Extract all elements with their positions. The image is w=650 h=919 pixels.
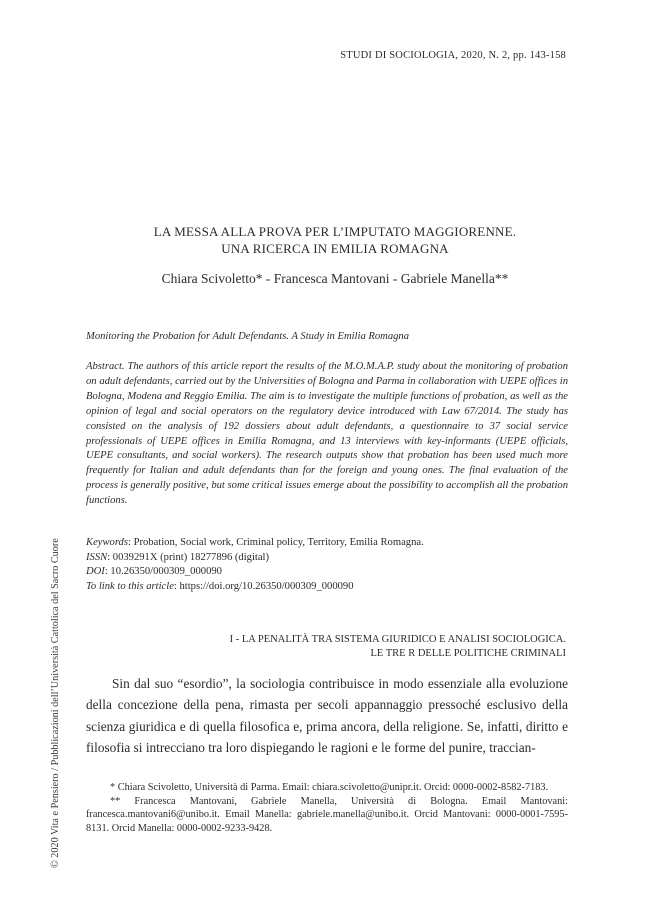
footnote-2: ** Francesca Mantovani, Gabriele Manella, Università di Bologna. Email Mantovani: francesca.mantovani6@unibo.it. Email Manella: gabriele.manella@unibo.it. Orcid Mantovani: 0000-0001-7595-8131. Orcid Manella: 0000-0002-9233-9428. (86, 795, 568, 834)
article-title-line-2: UNA RICERCA IN EMILIA ROMAGNA (221, 241, 449, 256)
copyright-notice: © 2020 Vita e Pensiero / Pubblicazioni dell’Università Cattolica del Sacro Cuore (50, 538, 61, 868)
footnote-1: * Chiara Scivoletto, Università di Parma. Email: chiara.scivoletto@unipr.it. Orcid: 0000-0002-8582-7183. (110, 782, 549, 793)
keywords-line (86, 536, 568, 551)
section-heading-line-2: LE TRE R DELLE POLITICHE CRIMINALI (370, 647, 566, 659)
body-paragraph: Sin dal suo “esordio”, la sociologia contribuisce in modo essenziale alla evoluzione della concezione della pena, rimasta per secoli appannaggio pressoché esclusivo della scienza giuridica e di quella filosofica e, prima ancora, della religione. Se, infatti, diritto e filosofia si intrecciano tra loro dispiegando le ragioni e le forme del punire, traccian- (86, 676, 568, 755)
abstract: Abstract. The authors of this article report the results of the M.O.M.A.P. study about the monitoring of probation on adult defendants, carried out by the Universities of Bologna and Parma in collaboration with UEPE offices in Bologna, Modena and Reggio Emilia. The aim is to investigate the multiple functions of probation, as well as the opinion of legal and social operators on the regulatory device introduced with Law 67/2014. The study has consisted on the analysis of 192 dossiers about adult defendants, a questionnaire to 37 social service professionals of UEPE offices in Emilia Romagna, and 13 interviews with key-informants (UEPE officials, UEPE consultants, and social workers). The research outputs show that probation has been used much more frequently for Italian and adult defendants than for the foreign and young ones. The final evaluation of the process is generally positive, but some critical issues emerge about the possibility to accomplish all the probation functions. (86, 361, 568, 507)
section-heading-line-1: I - LA PENALITÀ TRA SISTEMA GIURIDICO E ANALISI SOCIOLOGICA. (229, 634, 566, 645)
link-line (86, 580, 568, 595)
link-label: To link to this article (86, 580, 174, 592)
doi-line (86, 565, 568, 580)
journal-header: STUDI DI SOCIOLOGIA, 2020, N. 2, pp. 143-158 (340, 50, 566, 61)
issn-value: : 0039291X (print) 18277896 (digital) (107, 551, 270, 563)
issn-line (86, 551, 568, 566)
doi-label: DOI (86, 566, 105, 578)
section-heading (106, 633, 566, 660)
keywords-value: : Probation, Social work, Criminal policy, Territory, Emilia Romagna. (127, 537, 424, 548)
article-title (80, 223, 590, 257)
english-title: Monitoring the Probation for Adult Defendants. A Study in Emilia Romagna (86, 331, 410, 342)
article-title-line-1: LA MESSA ALLA PROVA PER L’IMPUTATO MAGGIORENNE. (153, 224, 517, 239)
doi-value: : 10.26350/000309_000090 (104, 566, 222, 578)
keywords-label: Keywords (86, 537, 128, 548)
issn-label: ISSN (86, 551, 108, 563)
footnotes (86, 781, 568, 835)
link-value[interactable]: : https://doi.org/10.26350/000309_000090 (173, 580, 354, 592)
article-metadata (86, 536, 568, 594)
authors: Chiara Scivoletto* - Francesca Mantovani - Gabriele Manella** (161, 271, 509, 286)
